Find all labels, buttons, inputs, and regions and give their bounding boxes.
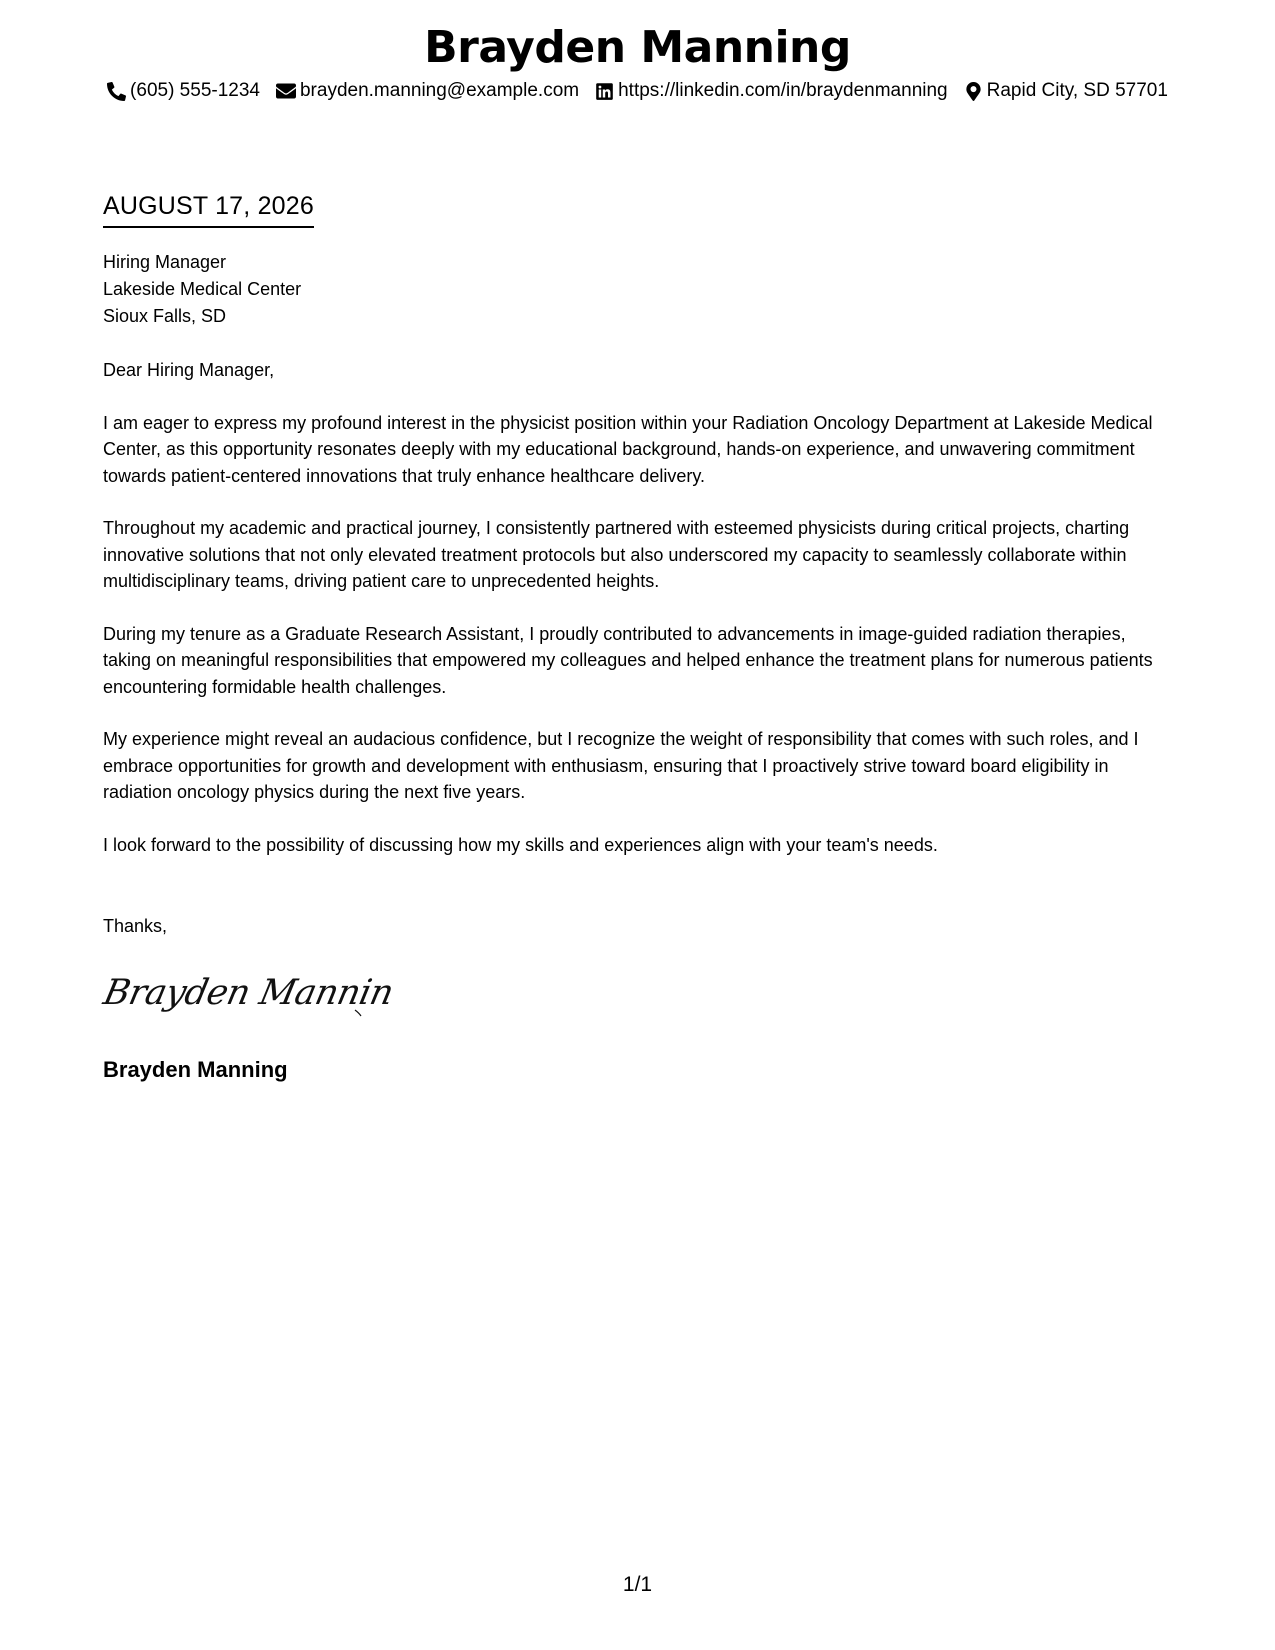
contact-phone [107,78,260,104]
location-text: Rapid City, SD 57701 [986,80,1168,101]
letter-body [103,357,1175,884]
contact-info-bar [0,78,1275,104]
contact-linkedin [595,78,948,104]
closing-line: Thanks, [103,916,168,936]
linkedin-icon [595,82,614,101]
body-paragraph: Throughout my academic and practical journey, I consistently partnered with esteemed physicists during critical projects, charting innovative solutions that not only elevated treatment protocols but also underscored my capacity to seamlessly collaborate within multidisciplinary teams, driving patient care to unprecedented heights. [103,518,1130,591]
map-marker-icon [964,82,983,101]
contact-email [276,78,579,104]
email-text: brayden.manning@example.com [299,80,580,101]
envelope-icon [276,81,296,101]
body-paragraph: I look forward to the possibility of discussing how my skills and experiences align with your team's needs. [103,834,938,855]
body-paragraph: During my tenure as a Graduate Research Assistant, I proudly contributed to advancements in image-guided radiation therapies, taking on meaningful responsibilities that empowered my colleagues and helped enhance the treatment plans for numerous patients encountering formidable health challenges. [103,623,1153,697]
recipient-title: Hiring Manager [103,252,227,272]
handwritten-signature [100,966,397,1018]
letter-date-block [103,190,314,228]
body-paragraph: My experience might reveal an audacious confidence, but I recognize the weight of responsibility that comes with such roles, and I embrace opportunities for growth and development with enthusiasm, ensuring that I proactively strive toward board eligibility in radiation oncology physics during the next five years. [103,729,1139,802]
recipient-address [103,249,301,330]
phone-icon [107,82,126,101]
phone-text: (605) 555-1234 [130,80,260,101]
recipient-city: Sioux Falls, SD [103,306,227,326]
salutation: Dear Hiring Manager, [103,360,275,380]
linkedin-text: https://linkedin.com/in/braydenmanning [618,80,948,101]
page-indicator: 1/1 [622,1573,653,1596]
recipient-organization: Lakeside Medical Center [103,279,302,299]
svg-text:Brayden Mannin: Brayden Mannin [100,972,397,1013]
letter-date: AUGUST 17, 2026 [103,190,314,228]
applicant-name-heading: Brayden Manning [424,22,851,73]
contact-location [964,78,1168,104]
signer-name: Brayden Manning [103,1057,288,1082]
body-paragraph: I am eager to express my profound interest in the physicist position within your Radiation Oncology Department at Lakeside Medical Center, as this opportunity resonates deeply with my educational background, hands-on experience, and unwavering commitment towards patient-centered innovations that truly enhance healthcare delivery. [103,412,1153,486]
